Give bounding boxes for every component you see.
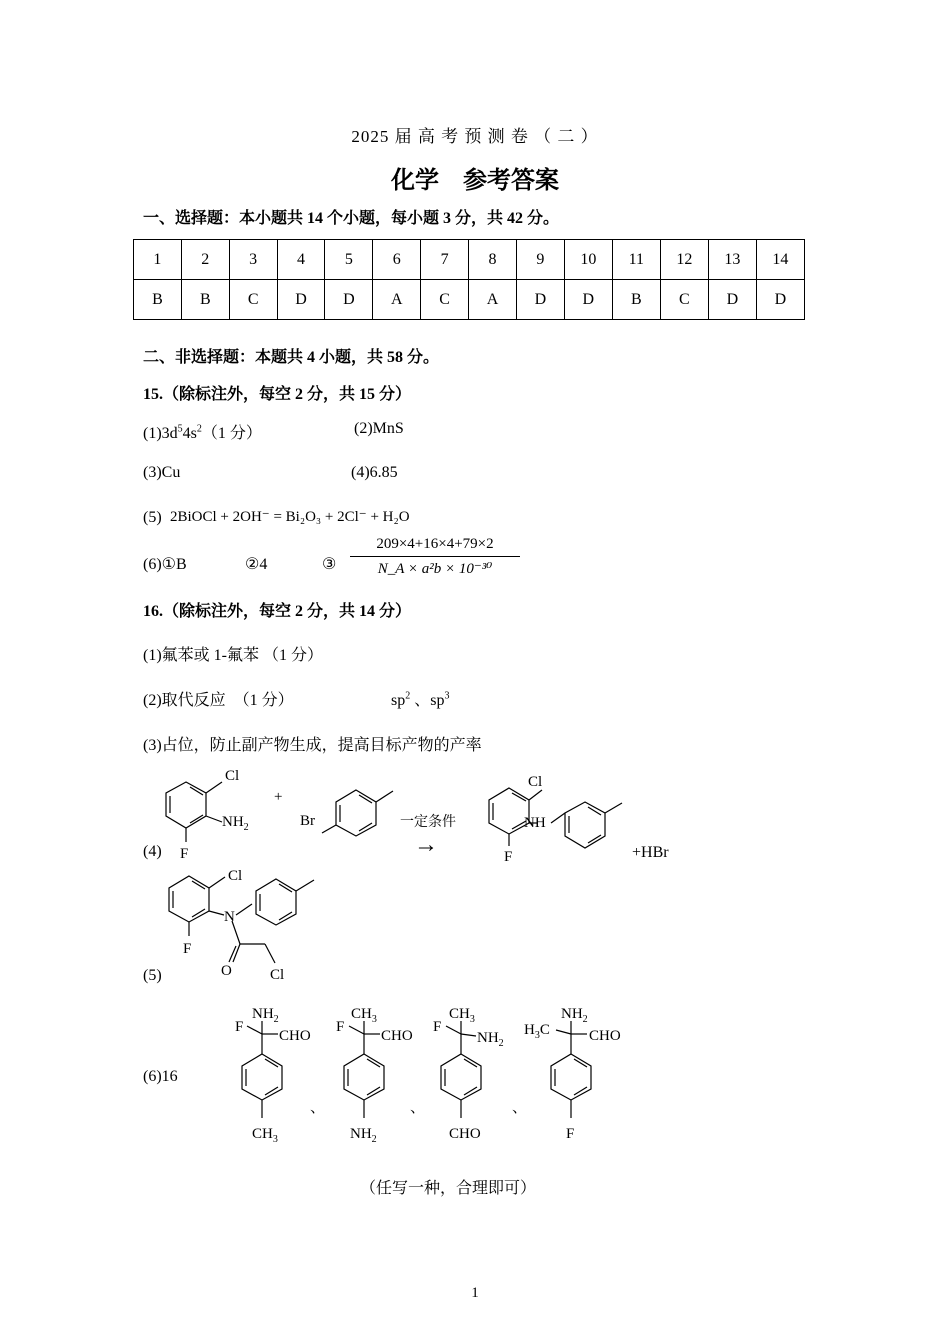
structure-isomer-1 [242, 1021, 282, 1118]
section1-heading: 一、选择题：本小题共 14 个小题，每小题 3 分，共 42 分。 [143, 210, 560, 227]
table-cell: A [373, 280, 421, 320]
q15-answer-1: $(1)3d^54s^2(1$ 分） [143, 423, 262, 442]
q15-answer-5-label: (5) [143, 509, 162, 526]
q15-answer-3: (3)Cu [143, 464, 181, 481]
page-subtitle: 化学 参考答案 [391, 168, 559, 194]
table-cell: 7 [421, 240, 469, 280]
label-ch3: $CH_3$ [252, 1126, 278, 1145]
table-cell: D [325, 280, 373, 320]
label-n: N [224, 909, 235, 925]
byproduct-hbr: +HBr [632, 844, 669, 861]
table-cell: D [564, 280, 612, 320]
table-cell: C [229, 280, 277, 320]
separator: 、 [310, 1100, 326, 1116]
table-cell: 10 [564, 240, 612, 280]
table-cell: D [756, 280, 804, 320]
table-cell: B [612, 280, 660, 320]
page-number: 1 [471, 1285, 479, 1301]
label-o: O [221, 963, 232, 979]
table-cell: 12 [660, 240, 708, 280]
q15-answer-6-3: ③ [322, 556, 337, 573]
table-cell: 2 [181, 240, 229, 280]
label-f: F [336, 1019, 345, 1035]
exam-title: 2025 届 高 考 预 测 卷 （ 二 ） [351, 127, 599, 146]
q16-a4-plus: + [274, 789, 283, 805]
table-cell: C [660, 280, 708, 320]
table-cell: D [277, 280, 325, 320]
label-f: F [566, 1126, 575, 1142]
table-cell: 11 [612, 240, 660, 280]
q16-answer-2: (2)取代反应 （1 分） [143, 692, 294, 709]
q15-answer-6-label: (6)①B [143, 556, 187, 573]
table-cell: 13 [708, 240, 756, 280]
table-cell: C [421, 280, 469, 320]
structure-isomer-3 [441, 1021, 481, 1118]
table-cell: 3 [229, 240, 277, 280]
table-cell: 1 [134, 240, 182, 280]
table-cell: 8 [469, 240, 517, 280]
q15-answer-5-equation: 2BiOCl + 2OH⁻ = Bi₂O₃ + 2Cl⁻ + H₂O [170, 509, 410, 525]
table-cell: 9 [516, 240, 564, 280]
table-cell: D [708, 280, 756, 320]
q16-answer-6-label: (6)16 [143, 1068, 178, 1085]
table-cell: 14 [756, 240, 804, 280]
q15-heading: 15.（除标注外，每空 2 分，共 15 分） [143, 386, 412, 403]
label-cl: Cl [228, 868, 243, 884]
label-cl: Cl [270, 967, 285, 983]
label-f: F [433, 1019, 442, 1035]
q15-answer-2: (2)MnS [354, 420, 404, 437]
reaction-arrow: → [414, 832, 438, 858]
label-f: F [183, 941, 192, 957]
label-cho: CHO [449, 1126, 481, 1142]
q16-answer-5-label: (5) [143, 967, 162, 984]
structure-product-amine [489, 788, 622, 848]
reaction-condition: 一定条件 [400, 815, 456, 830]
label-cl: Cl [225, 768, 240, 784]
label-cho: CHO [589, 1028, 621, 1044]
q16-answer-4-label: (4) [143, 843, 162, 860]
table-cell: A [469, 280, 517, 320]
label-nh2: $NH_2$ [222, 814, 249, 833]
label-nh2: $NH_2$ [477, 1030, 504, 1049]
table-cell: B [181, 280, 229, 320]
q15-answer-4: (4)6.85 [351, 464, 398, 481]
q16-answer-3: (3)占位，防止副产物生成，提高目标产物的产率 [143, 737, 482, 754]
label-nh2: $NH_2$ [252, 1006, 279, 1025]
q16-answer-2-hybrid: $sp^2$ 、$sp^3$ [391, 690, 450, 709]
q16-heading: 16.（除标注外，每空 2 分，共 14 分） [143, 603, 412, 620]
table-cell: 4 [277, 240, 325, 280]
structure-isomer-4 [551, 1021, 591, 1118]
q16-answer-1: (1)氟苯或 1-氟苯 （1 分） [143, 647, 323, 664]
q16-answer-6-note: （任写一种，合理即可） [360, 1180, 537, 1197]
label-f: F [504, 849, 513, 865]
separator: 、 [410, 1100, 426, 1116]
separator: 、 [512, 1100, 528, 1116]
label-cho: CHO [279, 1028, 311, 1044]
label-ch3: $CH_3$ [449, 1006, 475, 1025]
label-nh2: $NH_2$ [350, 1126, 377, 1145]
label-cl: Cl [528, 774, 543, 790]
label-ch3: $CH_3$ [351, 1006, 377, 1025]
table-cell: 6 [373, 240, 421, 280]
table-cell: D [516, 280, 564, 320]
q15-answer-6-2: ②4 [245, 556, 268, 573]
fraction-denominator: N_A × a²b × 10⁻³⁰ [377, 561, 493, 577]
label-f: F [180, 846, 189, 862]
label-nh: NH [524, 815, 546, 831]
table-cell: 5 [325, 240, 373, 280]
fraction-numerator: 209×4+16×4+79×2 [350, 536, 520, 557]
label-nh2: $NH_2$ [561, 1006, 588, 1025]
label-h3c: $H_3C$ [524, 1022, 550, 1041]
section2-heading: 二、非选择题：本题共 4 小题，共 58 分。 [143, 349, 440, 366]
table-cell: B [134, 280, 182, 320]
label-br: Br [300, 813, 315, 829]
structure-chloro-fluoroaniline [166, 782, 222, 842]
label-f: F [235, 1019, 244, 1035]
structure-isomer-2 [344, 1021, 384, 1118]
structure-bromotoluene [322, 790, 393, 836]
label-cho: CHO [381, 1028, 413, 1044]
